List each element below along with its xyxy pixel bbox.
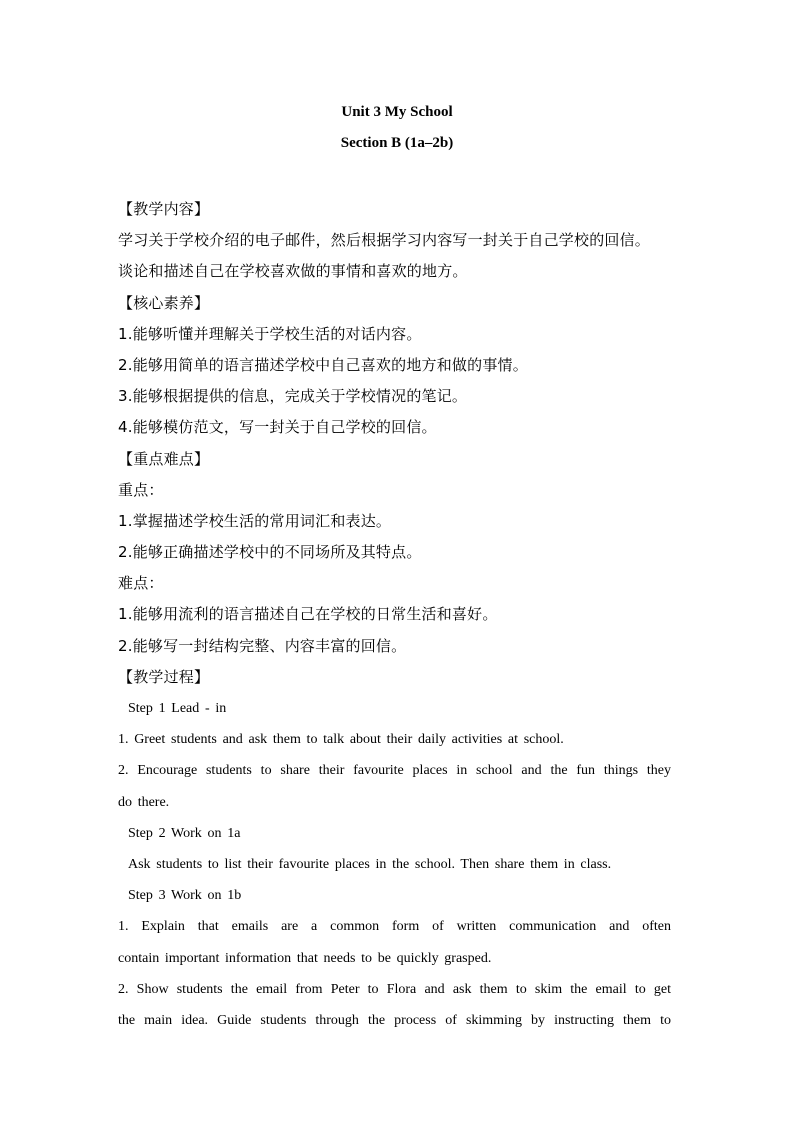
text-line: 【教学过程】 [118, 667, 210, 686]
text-line: 2.能够正确描述学校中的不同场所及其特点。 [118, 543, 422, 562]
text-line: 【核心素养】 [118, 293, 210, 312]
text-line: 难点： [118, 574, 164, 593]
text-line: 【教学内容】 [118, 200, 210, 218]
text-line: 1. Greet students and ask them to talk about their daily activities at school. [118, 732, 564, 748]
document-body [118, 194, 718, 1036]
text-line: 3.能够根据提供的信息，完成关于学校情况的笔记。 [118, 387, 468, 406]
text-line: 2. Show students the email from Peter to Flora and ask them to skim the email to get [118, 981, 671, 997]
text-line: 1. Explain that emails are a common form of written communication and often [118, 919, 671, 935]
text-line: Ask students to list their favourite places in the school. Then share them in class. [128, 856, 612, 872]
document-subtitle: Section B (1a–2b) [340, 135, 454, 151]
text-line: contain important information that needs to be quickly grasped. [118, 950, 492, 966]
text-line: the main idea. Guide students through the process of skimming by instructing them to [118, 1012, 671, 1028]
text-line: 1.能够用流利的语言描述自己在学校的日常生活和喜好。 [118, 605, 498, 624]
text-line: 2.能够写一封结构完整、内容丰富的回信。 [118, 636, 407, 655]
text-line: do there. [118, 794, 170, 810]
text-line: 2.能够用简单的语言描述学校中自己喜欢的地方和做的事情。 [118, 355, 528, 374]
text-line: Step 1 Lead - in [128, 701, 227, 716]
text-line: 1.能够听懂并理解关于学校生活的对话内容。 [118, 324, 422, 343]
text-line: 【重点难点】 [118, 449, 210, 468]
text-line: Step 2 Work on 1a [128, 825, 241, 841]
text-line: 重点： [118, 480, 164, 499]
text-line: 谈论和描述自己在学校喜欢做的事情和喜欢的地方。 [118, 262, 468, 281]
document-title: Unit 3 My School [341, 104, 453, 120]
text-line: 2. Encourage students to share their favourite places in school and the fun things they [118, 763, 671, 779]
text-line: 4.能够模仿范文，写一封关于自己学校的回信。 [118, 418, 437, 437]
text-line: 1.掌握描述学校生活的常用词汇和表达。 [118, 511, 392, 530]
text-line: 学习关于学校介绍的电子邮件，然后根据学习内容写一封关于自己学校的回信。 [118, 231, 651, 250]
text-line: Step 3 Work on 1b [128, 888, 242, 904]
